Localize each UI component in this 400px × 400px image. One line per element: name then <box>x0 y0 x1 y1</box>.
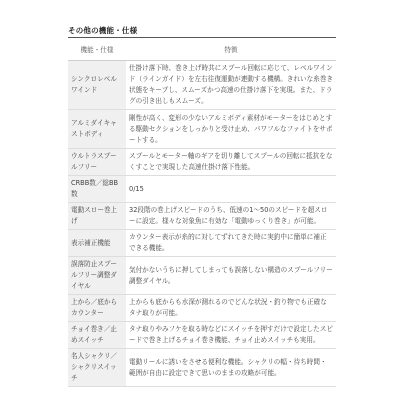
spec-table <box>68 40 336 387</box>
feature-description: 電動リールに誘いをさせる便利な機能。シャクリの幅・待ち時間・範囲が自由に設定できて思いのままの攻略が可能。 <box>126 349 336 387</box>
table-row <box>68 230 336 257</box>
feature-description: 仕掛け落下時、巻き上げ時共にスプール回転に応じて、レベルワインド（ラインガイド）を左右往復運動が連動する機構。きれいな糸巻き状態をキープし、スムーズかつ高速の仕掛け落下を実現。また、ドラグの引き出しもスムーズ。 <box>126 61 336 110</box>
feature-description: 0/15 <box>126 176 336 203</box>
feature-name: CRBB数／総BB数 <box>68 176 126 203</box>
table-row <box>68 295 336 322</box>
feature-name: アルミダイキャストボディ <box>68 110 126 149</box>
feature-description: スプールとモーター軸のギアを切り離してスプールの回転に抵抗をなくすことで実現した高速仕掛け落下性能。 <box>126 149 336 176</box>
feature-name: ウルトラスプールフリー <box>68 149 126 176</box>
feature-description: 気付かないうちに押してしまっても誤落しない構造のスプールフリー調整ダイヤル。 <box>126 257 336 295</box>
table-row <box>68 61 336 110</box>
table-row <box>68 149 336 176</box>
table-row <box>68 110 336 149</box>
feature-name: 表示補正機能 <box>68 230 126 257</box>
title-divider <box>68 37 336 38</box>
feature-name: 誤落防止スプールフリー調整ダイヤル <box>68 257 126 295</box>
table-row <box>68 203 336 230</box>
feature-description: タナ取りやみフケを取る時などにスイッチを押すだけで設定したスピードで巻き上げるチョイ巻き機能、チョイ止めスイッチも実用。 <box>126 322 336 349</box>
section-title: その他の機能・仕様 <box>68 26 138 35</box>
table-header-row <box>68 40 336 61</box>
feature-name: 名人シャクリ／ シャクリスイッチ <box>68 349 126 387</box>
table-row <box>68 176 336 203</box>
feature-description: 剛性が高く、変形の少ないアルミボディ素材がモーターをはじめとする駆動セクションをしっかりと受け止め、パワフルなファイトをサポートする。 <box>126 110 336 149</box>
feature-name: 電動スロー巻上げ <box>68 203 126 230</box>
spec-table-body <box>68 61 336 387</box>
table-row <box>68 322 336 349</box>
feature-description: カウンター表示が糸的に対してずれてきた時に実釣中に簡単に補正できる機能。 <box>126 230 336 257</box>
feature-name: 上から／底からカウンター <box>68 295 126 322</box>
header-feature: 機能・仕様 <box>68 40 126 61</box>
feature-name: チョイ巻き／止めスイッチ <box>68 322 126 349</box>
feature-description: 32段階の巻上げスピードのうち、低速の1〜50のスピードを超スローに設定。様々な対象魚に有効な「電動ゆっくり巻き」が可能。 <box>126 203 336 230</box>
table-row <box>68 349 336 387</box>
feature-description: 上からも底からも水深が測れるのでどんな状況・釣り物でも正確なタナ取りが可能。 <box>126 295 336 322</box>
feature-name: シンクロレベルワインド <box>68 61 126 110</box>
table-row <box>68 257 336 295</box>
header-description: 特徴 <box>126 40 336 61</box>
